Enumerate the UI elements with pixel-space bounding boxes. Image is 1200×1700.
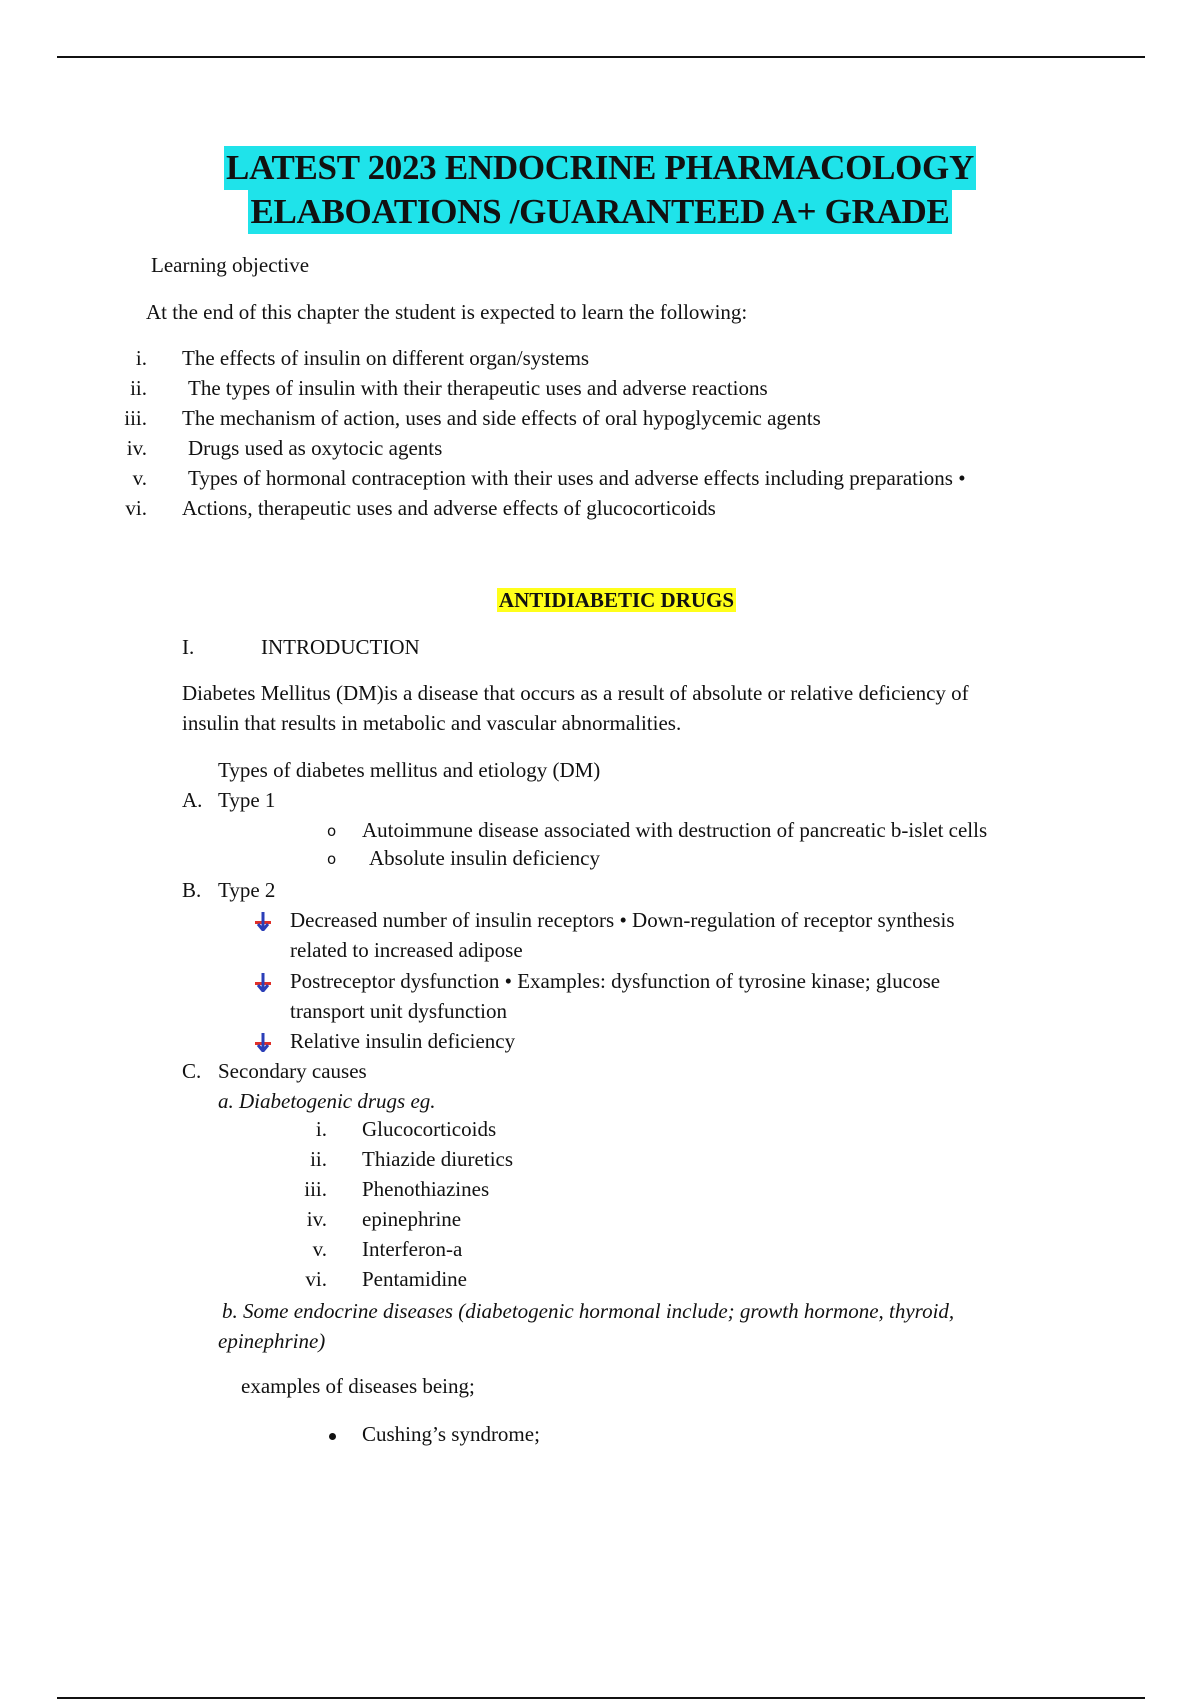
objective-num: vi. <box>125 496 147 520</box>
objective-num: v. <box>132 466 147 490</box>
drug-text: Interferon-a <box>362 1237 463 1261</box>
definition-line-1: Diabetes Mellitus (DM)is a disease that occurs as a result of absolute or relative deficiency of <box>182 681 969 705</box>
bottom-rule <box>57 1697 1145 1699</box>
secondary-label: C. <box>182 1059 202 1083</box>
type2-point-line2: transport unit dysfunction <box>290 999 507 1023</box>
title-line-2: ELABOATIONS /GUARANTEED A+ GRADE <box>248 190 951 234</box>
type1-label: A. <box>182 788 203 812</box>
document-title <box>0 146 1200 234</box>
endocrine-line-1: b. Some endocrine diseases (diabetogenic hormonal include; growth hormone, thyroid, <box>222 1299 955 1323</box>
type2-point-line1: Relative insulin deficiency <box>290 1029 516 1053</box>
objective-num: iii. <box>124 406 147 430</box>
circle-bullet-icon: o <box>327 822 337 840</box>
secondary-name: Secondary causes <box>218 1059 367 1083</box>
definition-line-2: insulin that results in metabolic and vascular abnormalities. <box>182 711 682 735</box>
drug-text: epinephrine <box>362 1207 462 1231</box>
intro-num: I. <box>182 635 195 659</box>
arrow-bullet-icon <box>254 911 272 931</box>
types-heading: Types of diabetes mellitus and etiology (DM) <box>218 758 601 782</box>
examples-label: examples of diseases being; <box>241 1374 475 1398</box>
type1-name: Type 1 <box>218 788 276 812</box>
learning-objective-label: Learning objective <box>151 253 310 277</box>
type2-point-line1: Decreased number of insulin receptors • Down-regulation of receptor synthesis <box>290 908 955 932</box>
type1-point: Absolute insulin deficiency <box>369 846 600 870</box>
drug-num: iv. <box>306 1207 327 1231</box>
objective-num: i. <box>135 346 147 370</box>
drug-num: ii. <box>310 1147 327 1171</box>
example-item: Cushing’s syndrome; <box>362 1422 540 1446</box>
drug-num: v. <box>312 1237 327 1261</box>
intro-heading: INTRODUCTION <box>261 635 420 659</box>
arrow-bullet-icon <box>254 1032 272 1052</box>
type2-label: B. <box>182 878 202 902</box>
arrow-bullet-icon <box>254 972 272 992</box>
objective-text: The types of insulin with their therapeutic uses and adverse reactions <box>188 376 768 400</box>
drug-num: vi. <box>305 1267 327 1291</box>
type2-point-line1: Postreceptor dysfunction • Examples: dysfunction of tyrosine kinase; glucose <box>290 969 941 993</box>
drug-num: iii. <box>304 1177 327 1201</box>
drug-text: Pentamidine <box>362 1267 467 1291</box>
objective-num: ii. <box>130 376 147 400</box>
section-heading <box>0 585 1200 615</box>
type2-point-line2: related to increased adipose <box>290 938 523 962</box>
drugs-heading: a. Diabetogenic drugs eg. <box>218 1089 436 1113</box>
objective-text: The mechanism of action, uses and side effects of oral hypoglycemic agents <box>182 406 821 430</box>
endocrine-line-2: epinephrine) <box>218 1329 326 1353</box>
drug-text: Glucocorticoids <box>362 1117 497 1141</box>
section-heading-text: ANTIDIABETIC DRUGS <box>498 588 735 612</box>
top-rule <box>57 56 1145 58</box>
objective-text: The effects of insulin on different organ/systems <box>182 346 590 370</box>
objective-text: Types of hormonal contraception with their uses and adverse effects including preparations • <box>188 466 966 490</box>
bullet-dot-icon <box>329 1433 336 1440</box>
objective-text: Actions, therapeutic uses and adverse effects of glucocorticoids <box>182 496 716 520</box>
drug-num: i. <box>315 1117 327 1141</box>
circle-bullet-icon: o <box>327 850 337 868</box>
objective-num: iv. <box>126 436 147 460</box>
objective-text: Drugs used as oxytocic agents <box>188 436 443 460</box>
drug-text: Thiazide diuretics <box>362 1147 514 1171</box>
intro-sentence: At the end of this chapter the student is expected to learn the following: <box>146 300 748 324</box>
drug-text: Phenothiazines <box>362 1177 490 1201</box>
title-line-1: LATEST 2023 ENDOCRINE PHARMACOLOGY <box>224 146 976 190</box>
type1-point: Autoimmune disease associated with destruction of pancreatic b-islet cells <box>362 818 988 842</box>
type2-name: Type 2 <box>218 878 276 902</box>
